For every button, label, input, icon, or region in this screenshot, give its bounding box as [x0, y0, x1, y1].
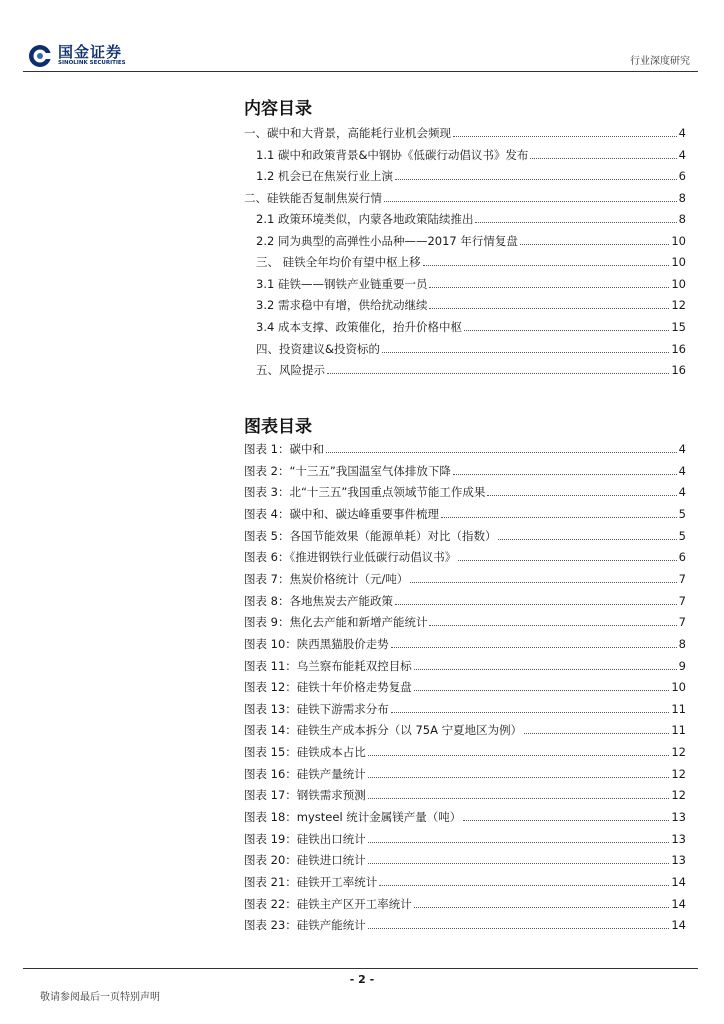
toc-entry-title: 1.1 碳中和政策背景&中钢协《低碳行动倡议书》发布 — [256, 148, 529, 162]
toc-entry-title: 三、 硅铁全年均价有望中枢上移 — [256, 255, 421, 269]
report-type-label: 行业深度研究 — [630, 56, 690, 67]
logo-english-name: SINOLINK SECURITIES — [58, 60, 126, 66]
figure-entry[interactable] — [244, 916, 686, 934]
dot-leader — [391, 647, 677, 648]
dot-leader — [463, 820, 669, 821]
toc-entry[interactable] — [256, 361, 686, 379]
toc-entry-page: 10 — [671, 255, 686, 269]
dot-leader — [429, 287, 669, 288]
dot-leader — [429, 308, 669, 309]
dot-leader — [368, 755, 670, 756]
figure-entry-title: 图表 4：碳中和、碳达峰重要事件梳理 — [244, 506, 439, 521]
dot-leader — [327, 373, 669, 374]
dot-leader — [368, 863, 670, 864]
dot-leader — [441, 517, 677, 518]
figure-entry-page: 14 — [671, 918, 686, 933]
dot-leader — [458, 560, 676, 561]
disclaimer-text: 敬请参阅最后一页特别声明 — [40, 992, 160, 1003]
figure-entry-page: 4 — [678, 485, 686, 500]
toc-entry[interactable] — [256, 340, 686, 358]
dot-leader — [384, 201, 677, 202]
figure-entry-title: 图表 21：硅铁开工率统计 — [244, 875, 378, 889]
toc-entry[interactable] — [256, 167, 686, 185]
figure-entry[interactable] — [244, 505, 686, 523]
figure-entry[interactable] — [244, 895, 686, 913]
figure-entry-title: 图表 11：乌兰察布能耗双控目标 — [244, 658, 412, 673]
figure-entry-title: 图表 3：北“十三五”我国重点领域节能工作成果 — [244, 485, 486, 500]
figure-entry-page: 5 — [678, 506, 686, 521]
figure-entry[interactable] — [244, 678, 686, 696]
figure-entry[interactable] — [244, 743, 686, 761]
figure-entry-page: 7 — [678, 571, 686, 586]
dot-leader — [530, 158, 676, 159]
figure-entry[interactable] — [244, 635, 686, 653]
figure-entry[interactable] — [244, 440, 686, 458]
company-logo — [24, 40, 144, 70]
figure-entry-title: 图表 22：硅铁主产区开工率统计 — [244, 896, 412, 911]
figure-entry-page: 13 — [671, 810, 686, 825]
toc-entry-title: 3.4 成本支撑、政策催化，抬升价格中枢 — [256, 320, 462, 334]
toc-entry-title: 2.1 政策环境类似，内蒙各地政策陆续推出 — [256, 212, 474, 226]
dot-leader — [429, 625, 676, 626]
toc-entry[interactable] — [244, 189, 686, 207]
logo-icon — [28, 44, 52, 68]
toc-entry-page: 4 — [678, 126, 686, 140]
dot-leader — [391, 712, 670, 713]
dot-leader — [382, 352, 669, 353]
dot-leader — [414, 907, 670, 908]
figure-entry[interactable] — [244, 765, 686, 783]
figure-entry-page: 7 — [678, 593, 686, 608]
figure-entry-title: 图表 17：钢铁需求预测 — [244, 788, 366, 803]
toc-entry-title: 2.2 同为典型的高弹性小品种——2017 年行情复盘 — [256, 234, 518, 248]
toc-entry-title: 1.2 机会已在焦炭行业上演 — [256, 169, 393, 183]
figure-entry-title: 图表 20：硅铁进口统计 — [244, 853, 366, 868]
toc-entry-title: 四、投资建议&投资标的 — [256, 342, 380, 356]
figure-entry-page: 4 — [678, 463, 686, 478]
figure-entry-title: 图表 12：硅铁十年价格走势复盘 — [244, 680, 412, 695]
dot-leader — [475, 222, 676, 223]
figure-list-title: 图表目录 — [244, 417, 312, 437]
figure-entry-title: 图表 13：硅铁下游需求分布 — [244, 701, 389, 716]
figure-entry-title: 图表 7：焦炭价格统计（元/吨） — [244, 571, 409, 586]
toc-entry-title: 一、碳中和大背景，高能耗行业机会频现 — [244, 126, 451, 140]
figure-entry-title: 图表 23：硅铁产能统计 — [244, 918, 366, 933]
toc-entry[interactable] — [256, 253, 686, 271]
figure-entry-title: 图表 8：各地焦炭去产能政策 — [244, 593, 393, 608]
figure-entry-page: 14 — [671, 896, 686, 911]
figure-entry-page: 4 — [678, 442, 686, 456]
figure-entry-page: 12 — [671, 745, 686, 760]
toc-entry-page: 8 — [678, 191, 686, 205]
toc-entry[interactable] — [256, 210, 686, 228]
toc-entry-page: 6 — [678, 169, 686, 183]
figure-entry-title: 图表 2：“十三五”我国温室气体排放下降 — [244, 463, 451, 478]
figure-entry-page: 11 — [671, 723, 686, 738]
figure-entry-page: 5 — [678, 528, 686, 543]
dot-leader — [464, 330, 669, 331]
figure-entry[interactable] — [244, 570, 686, 588]
figure-entry-title: 图表 1：碳中和 — [244, 442, 324, 456]
toc-entry[interactable] — [256, 232, 686, 250]
dot-leader — [423, 265, 670, 266]
dot-leader — [453, 136, 677, 137]
dot-leader — [368, 777, 670, 778]
figure-entry[interactable] — [244, 786, 686, 804]
toc-entry-page: 10 — [671, 234, 686, 248]
toc-entry[interactable] — [256, 296, 686, 314]
toc-entry-page: 16 — [671, 342, 686, 356]
figure-entry[interactable] — [244, 808, 686, 826]
figure-entry[interactable] — [244, 830, 686, 848]
dot-leader — [395, 604, 677, 605]
figure-entry-title: 图表 19：硅铁出口统计 — [244, 831, 366, 846]
dot-leader — [368, 928, 670, 929]
figure-entry-page: 9 — [678, 658, 686, 673]
figure-entry-page: 13 — [671, 831, 686, 846]
figure-entry-page: 8 — [678, 636, 686, 651]
figure-entry-page: 11 — [671, 701, 686, 716]
dot-leader — [368, 798, 670, 799]
figure-entry-page: 7 — [678, 615, 686, 630]
toc-entry-page: 8 — [678, 212, 686, 226]
logo-chinese-name: 国金证券 — [58, 43, 123, 61]
figure-entry-title: 图表 10：陕西黑猫股价走势 — [244, 636, 389, 651]
figure-entry[interactable] — [244, 873, 686, 891]
figure-entry-title: 图表 9：焦化去产能和新增产能统计 — [244, 615, 428, 630]
figure-entry-title: 图表 18：mysteel 统计金属镁产量（吨） — [244, 810, 462, 825]
page-header — [0, 0, 724, 76]
toc-entry-title: 五、风险提示 — [256, 363, 325, 377]
dot-leader — [498, 539, 676, 540]
figure-entry[interactable] — [244, 592, 686, 610]
toc-entry-title: 3.1 硅铁——钢铁产业链重要一员 — [256, 277, 428, 291]
dot-leader — [520, 244, 669, 245]
header-divider — [23, 71, 698, 72]
figure-entry-title: 图表 5：各国节能效果（能源单耗）对比（指数） — [244, 528, 497, 543]
figure-entry[interactable] — [244, 613, 686, 631]
footer-divider — [23, 968, 698, 969]
toc-entry-page: 15 — [671, 320, 686, 334]
figure-entry-page: 12 — [671, 766, 686, 781]
figure-entry-page: 12 — [671, 788, 686, 803]
figure-entry-title: 图表 16：硅铁产量统计 — [244, 766, 366, 781]
figure-entry-page: 10 — [671, 680, 686, 695]
figure-entry[interactable] — [244, 462, 686, 480]
figure-entry[interactable] — [244, 483, 686, 501]
toc-entry[interactable] — [256, 318, 686, 336]
figure-entry-page: 14 — [671, 875, 686, 889]
toc-entry-page: 16 — [671, 363, 686, 377]
dot-leader — [368, 842, 670, 843]
figure-entry[interactable] — [244, 721, 686, 739]
dot-leader — [487, 495, 676, 496]
toc-entry-title: 二、硅铁能否复制焦炭行情 — [244, 191, 382, 205]
page-number: - 2 - — [349, 973, 375, 986]
toc-entry[interactable] — [256, 275, 686, 293]
toc-entry[interactable] — [256, 146, 686, 164]
toc-entry-page: 10 — [671, 277, 686, 291]
dot-leader — [524, 733, 669, 734]
dot-leader — [395, 179, 677, 180]
dot-leader — [414, 690, 670, 691]
dot-leader — [379, 885, 669, 886]
figure-entry-title: 图表 14：硅铁生产成本拆分（以 75A 宁夏地区为例） — [244, 723, 523, 738]
toc-entry-title: 3.2 需求稳中有增，供给扰动继续 — [256, 298, 428, 312]
dot-leader — [326, 452, 677, 453]
dot-leader — [453, 474, 677, 475]
toc-entry[interactable] — [244, 124, 686, 142]
dot-leader — [414, 669, 677, 670]
toc-entry-page: 12 — [671, 298, 686, 312]
figure-entry[interactable] — [244, 657, 686, 675]
figure-entry[interactable] — [244, 700, 686, 718]
dot-leader — [410, 582, 676, 583]
figure-entry-page: 6 — [678, 550, 686, 565]
toc-title: 内容目录 — [244, 99, 312, 119]
figure-entry-title: 图表 15：硅铁成本占比 — [244, 745, 366, 760]
figure-entry[interactable] — [244, 851, 686, 869]
toc-entry-page: 4 — [678, 148, 686, 162]
figure-entry-title: 图表 6：《推进钢铁行业低碳行动倡议书》 — [244, 550, 457, 565]
figure-entry-page: 13 — [671, 853, 686, 868]
figure-entry[interactable] — [244, 548, 686, 566]
figure-entry[interactable] — [244, 527, 686, 545]
